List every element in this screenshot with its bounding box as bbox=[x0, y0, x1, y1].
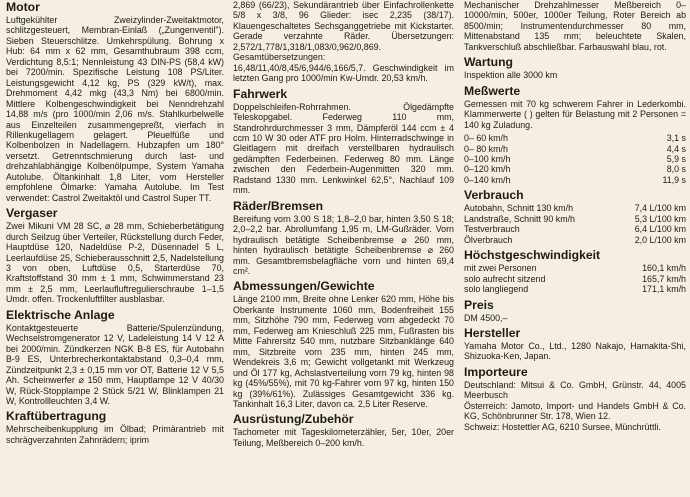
top-speed-table bbox=[464, 263, 686, 294]
table-row bbox=[464, 203, 686, 213]
top-speed-label: solo langliegend bbox=[464, 284, 529, 295]
table-row bbox=[464, 284, 686, 294]
motor-text: Luftgekühlter Zweizylinder-Zweitaktmotor, schlitzgesteuert, Membran-Einlaß („Zungenventil"). Sieben Steuerschlitze. Umkehrspülung. Bohrung x Hub: 64 mm x 62 mm, Gesamthubraum 398 ccm, Verdichtung 8,5:1; Nennleistung 43 DIN-PS (58,4 kW) bei 7200/min. Spezifische Leistung 108 PS/Liter. Leistungsgewicht 4,12 kg, PS (329 kW/t), max. Drehmoment 4,42 mkg (43,3 Nm) bei 6800/min. Mittlere Kolbengeschwindigkeit bei Nenndrehzahl 14,88 m/s (pro 1000/min 2,06 m/s. Stahlkurbelwelle aus Einzelteilen zusammengepreßt, vierfach in Rillenkugellagern gelagert. Pleuelfüße und Kolbenbolzen in Nadellagern. Hubzapfen um 180° versetzt. Getrenntschmierung durch last- und drehzahlabhängige Kolbenölpumpe, System Yamaha Autolube. Öltankinhalt 1,8 Liter, vom Hersteller empfohlene Ölmarke: Yamaha Autolube. Im Test verwendet: Castrol Zweitaktöl und Castrol Super TT. bbox=[6, 15, 224, 203]
acceleration-value: 11,9 s bbox=[662, 174, 686, 185]
table-row bbox=[464, 224, 686, 234]
table-row bbox=[464, 175, 686, 185]
abmessungen-heading: Abmessungen/Gewichte bbox=[233, 279, 375, 294]
consumption-value: 6,4 L/100 km bbox=[634, 224, 686, 235]
table-row bbox=[464, 133, 686, 143]
acceleration-label: 0– 80 km/h bbox=[464, 143, 508, 154]
consumption-label: Landstraße, Schnitt 90 km/h bbox=[464, 213, 575, 224]
preis-text: DM 4500,– bbox=[464, 312, 508, 323]
table-row bbox=[464, 154, 686, 164]
importeur-oesterreich: Österreich: Jamoto, Import- und Handels GmbH & Co. KG, Schönbrunner Str. 178, Wien 12. bbox=[464, 400, 686, 422]
vergaser-heading: Vergaser bbox=[6, 206, 58, 221]
top-speed-label: solo aufrecht sitzend bbox=[464, 273, 546, 284]
vergaser-text: Zwei Mikuni VM 28 SC, ⌀ 28 mm, Schieberbetätigung durch Seilzug über Verteiler, Rückstellung durch Feder, Hauptdüse 120, Nadeldüse P-2, Düsennadel 5 L, Leerlaufdüse 25, Schieberausschnitt 2,5, Nadelstellung 3 von oben, Luftdüse 0,5, Starterdüse 70, Kraftstoffstand 30 mm ± 1 mm, Schwimmerstand 23 mm ± 2,5 mm, Leerlaufluftregulierschraube 1–1,5 Umdr. offen. Trockenluftfilter ausblasbar. bbox=[6, 221, 224, 305]
table-row bbox=[464, 214, 686, 224]
top-speed-label: mit zwei Personen bbox=[464, 263, 537, 274]
preis-heading: Preis bbox=[464, 297, 494, 312]
elektrik-heading: Elektrische Anlage bbox=[6, 307, 115, 322]
wartung-text: Inspektion alle 3000 km bbox=[464, 70, 558, 81]
acceleration-value: 4,4 s bbox=[666, 143, 686, 154]
acceleration-table bbox=[464, 133, 686, 185]
importeur-schweiz: Schweiz: Hostettler AG, 6210 Sursee, Münchrüttli. bbox=[464, 421, 661, 432]
kraftuebertragung-text: Mehrscheibenkupplung im Ölbad; Primärantrieb mit schrägverzahnten Zahnrädern; iprim bbox=[6, 424, 224, 445]
kraftuebertragung-heading: Kraftübertragung bbox=[6, 409, 107, 424]
getriebe-text: 2,869 (66/23), Sekundärantrieb über Einfachrollenkette 5/8 x 3/8, 96 Glieder: isec 2,235 (38/17). Klauengeschaltetes Sechsganggetriebe mit Kickstarter. Gerade verzahnte Räder. Übersetzungen: 2,572/1,778/1,318/1,083/0,962/0,869. Gesamtübersetzungen: 16,48/11,40/8,45/6,944/6,166/5,7. Geschwindigkeit im letzten Gang pro 1000/min Kw-Umdr. 20,53 km/h. bbox=[233, 0, 454, 84]
acceleration-value: 8,0 s bbox=[666, 164, 686, 175]
importeure-heading: Importeure bbox=[464, 364, 528, 379]
column-3 bbox=[464, 0, 686, 435]
hoechstgeschwindigkeit-heading: Höchstgeschwindigkeit bbox=[464, 248, 601, 263]
column-1 bbox=[6, 0, 224, 448]
hersteller-heading: Hersteller bbox=[464, 325, 521, 340]
abmessungen-text: Länge 2100 mm, Breite ohne Lenker 620 mm, Höhe bis Oberkante Instrumente 1060 mm, Bodenfreiheit 155 mm, Sitzhöhe 790 mm, Federweg vorn abgedeckt 70 mm, Federweg am Knieschluß 225 mm, Fußrasten bis Mitte Fahrersitz 540 mm, nutzbare Sitzbanklänge 640 mm, Sitzbreite vorn 235 mm, hinten 245 mm, Wendekreis 3,6 m; Gewicht vollgetankt mit Werkzeug und Öl 177 kg, Achslastverteilung vorn 79 kg, hinten 98 kg (45%/55%), mit 70 kg-Fahrer vorn 97 kg, hinten 150 kg (39%/61%). Zulässiges Gesamtgewicht 336 kg. Tankinhalt 16,3 Liter, davon ca. 2,5 Liter Reserve. bbox=[233, 294, 454, 409]
ausruestung-text: Tachometer mit Tageskilometerzähler, 5er, 10er, 20er Teilung, Meßbereich 0–200 km/h. bbox=[233, 427, 454, 448]
elektrik-text: Kontaktgesteuerte Batterie/Spulenzündung, Wechselstromgenerator 12 V, Ladeleistung 14 V 12 A bei 2000/min. Zündkerzen NGK B-8 ES, für Autobahn B-9 ES, Unterbrecherkontaktabstand 0,3–0,4 mm, Zündzeitpunkt 2,3 ± 0,15 mm vor OT, Batterie 12 V 5,5 Ah. Scheinwerfer ⌀ 150 mm, Hauptlampe 12 V 40/30 W, Rück-Stopplampe 2 Stück 5/21 W, Blinklampen 21 W, Kontrollleuchten 3,4 W. bbox=[6, 322, 224, 406]
table-row bbox=[464, 164, 686, 174]
consumption-value: 5,3 L/100 km bbox=[634, 213, 686, 224]
wartung-heading: Wartung bbox=[464, 55, 513, 70]
hersteller-text: Yamaha Motor Co., Ltd., 1280 Nakajo, Hamakita-Shi, Shizuoka-Ken, Japan. bbox=[464, 340, 686, 362]
top-speed-value: 165,7 km/h bbox=[642, 273, 686, 284]
consumption-value: 7,4 L/100 km bbox=[634, 203, 686, 214]
acceleration-value: 3,1 s bbox=[666, 133, 686, 144]
verbrauch-heading: Verbrauch bbox=[464, 188, 524, 203]
table-row bbox=[464, 263, 686, 273]
consumption-table bbox=[464, 203, 686, 245]
messwerte-text: Gemessen mit 70 kg schwerem Fahrer in Lederkombi. Klammerwerte ( ) gelten für Belastung mit 2 Personen = 140 kg Zuladung. bbox=[464, 98, 686, 130]
table-row bbox=[464, 274, 686, 284]
fahrwerk-heading: Fahrwerk bbox=[233, 86, 288, 101]
top-speed-value: 160,1 km/h bbox=[642, 263, 686, 274]
consumption-label: Ölverbrauch bbox=[464, 234, 513, 245]
consumption-label: Testverbrauch bbox=[464, 224, 520, 235]
acceleration-label: 0–140 km/h bbox=[464, 174, 511, 185]
fahrwerk-text: Doppelschleifen-Rohrrahmen. Ölgedämpfte Teleskopgabel. Federweg 110 mm, Standrohrdurchmesser 3 mm, Dämpferöl 144 ccm ± 4 ccm 10 W 30 oder ATF pro Holm. Hinterradschwinge in Gleitlagern mit dreifach verstellbaren hydraulisch gedämpften Federbeinen. Federweg 80 mm. Länge zwischen den Federbein-Augenmitten 320 mm. Radstand 1330 mm. Lenkwinkel 62,5°, Nachlauf 109 mm. bbox=[233, 101, 454, 196]
table-row bbox=[464, 144, 686, 154]
top-speed-value: 171,1 km/h bbox=[642, 284, 686, 295]
ausruestung-heading: Ausrüstung/Zubehör bbox=[233, 412, 354, 427]
table-row bbox=[464, 235, 686, 245]
messwerte-heading: Meßwerte bbox=[464, 83, 521, 98]
acceleration-label: 0– 60 km/h bbox=[464, 133, 508, 144]
acceleration-label: 0–120 km/h bbox=[464, 164, 511, 175]
consumption-value: 2,0 L/100 km bbox=[634, 234, 686, 245]
raeder-bremsen-text: Bereifung vorn 3.00 S 18; 1,8–2,0 bar, hinten 3,50 S 18; 2,0–2,2 bar. Abrollumfang 1,95 m, LM-Gußräder. Vorn hydraulisch betätigte Scheibenbremse ⌀ 260 mm, hinten hydraulisch betätigte Scheibenbremse ⌀ 260 mm. Gesamtbremsbelagfläche vorn und hinten 69,4 cm². bbox=[233, 213, 454, 276]
column-2 bbox=[233, 0, 454, 451]
raeder-bremsen-heading: Räder/Bremsen bbox=[233, 198, 324, 213]
acceleration-label: 0–100 km/h bbox=[464, 153, 511, 164]
importeur-deutschland: Deutschland: Mitsui & Co. GmbH, Grünstr. 44, 4005 Meerbusch bbox=[464, 379, 686, 401]
consumption-label: Autobahn, Schnitt 130 km/h bbox=[464, 203, 574, 214]
acceleration-value: 5,9 s bbox=[666, 153, 686, 164]
motor-heading: Motor bbox=[6, 0, 40, 14]
drehzahlmesser-text: Mechanischer Drehzahlmesser Meßbereich 0–10000/min, 500er, 1000er Teilung, Roter Bereich ab 8500/min; Instrumentendurchmesser 80 mm, Mittenabstand 135 mm; beleuchtete Skalen, Tankverschluß abschließbar. Farbauswahl blau, rot. bbox=[464, 0, 686, 52]
